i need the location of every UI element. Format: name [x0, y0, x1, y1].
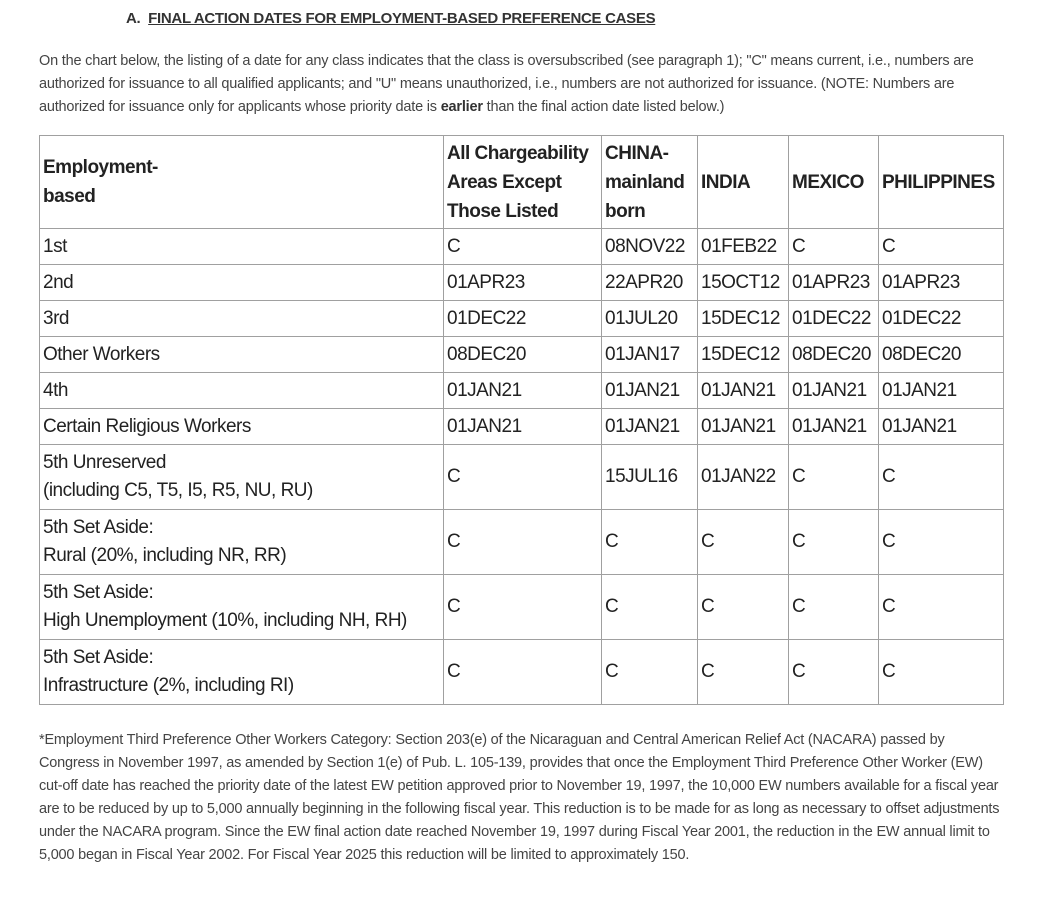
- cell-india: 01JAN21: [698, 409, 789, 445]
- cell-india: 01JAN21: [698, 373, 789, 409]
- cell-india: C: [698, 510, 789, 575]
- footnote-paragraph: *Employment Third Preference Other Workers Category: Section 203(e) of the Nicaraguan and Central American Relief Act (NACARA) passed by Congress in November 1997, as amended by Section 1(e) of Pub. L. 105-139, provides that once the Employment Third Preference Other Worker (EW) cut-off date has reached the priority date of the latest EW petition approved prior to November 19, 1997, the 10,000 EW numbers available for a fiscal year are to be reduced by up to 5,000 annually beginning in the following fiscal year. This reduction is to be made for as long as necessary to offset adjustments under the NACARA program. Since the EW final action date reached November 19, 1997 during Fiscal Year 2001, the reduction in the EW annual limit to 5,000 began in Fiscal Year 2002. For Fiscal Year 2025 this reduction will be limited to approximately 150.: [39, 732, 1000, 863]
- cell-all-areas: 08DEC20: [444, 337, 602, 373]
- cell-india: 15OCT12: [698, 265, 789, 301]
- cell-all-areas: C: [444, 229, 602, 265]
- cell-mexico: C: [789, 229, 879, 265]
- row-category-label: [40, 445, 444, 510]
- cell-china: 01JAN17: [602, 337, 698, 373]
- cell-all-areas: 01DEC22: [444, 301, 602, 337]
- table-row: [40, 337, 1004, 373]
- cell-mexico: C: [789, 575, 879, 640]
- cell-philippines: 01JAN21: [879, 409, 1004, 445]
- row-category-label: [40, 373, 444, 409]
- row-category-label: [40, 301, 444, 337]
- table-row: [40, 373, 1004, 409]
- row-category-label: [40, 575, 444, 640]
- cell-philippines: 01JAN21: [879, 373, 1004, 409]
- row-category-label-line: Other Workers: [43, 343, 160, 365]
- table-row: [40, 510, 1004, 575]
- cell-all-areas: 01APR23: [444, 265, 602, 301]
- cell-mexico: 01APR23: [789, 265, 879, 301]
- section-heading-prefix: A.: [126, 10, 141, 27]
- cell-philippines: C: [879, 510, 1004, 575]
- row-category-label-line: Infrastructure (2%, including RI): [43, 675, 294, 696]
- cell-china: 15JUL16: [602, 445, 698, 510]
- table-row: [40, 575, 1004, 640]
- row-category-label: [40, 409, 444, 445]
- final-action-dates-table: [39, 135, 1004, 705]
- cell-mexico: 01JAN21: [789, 409, 879, 445]
- cell-india: 15DEC12: [698, 337, 789, 373]
- cell-india: 01FEB22: [698, 229, 789, 265]
- row-category-label-line: 3rd: [43, 307, 69, 329]
- intro-paragraph: [39, 50, 999, 119]
- cell-all-areas: C: [444, 445, 602, 510]
- row-category-label-line: 5th Unreserved: [43, 452, 166, 473]
- table-row: [40, 640, 1004, 705]
- cell-india: C: [698, 575, 789, 640]
- cell-mexico: C: [789, 640, 879, 705]
- row-category-label-line: Certain Religious Workers: [43, 415, 251, 437]
- table-header-row: [40, 136, 1004, 229]
- row-category-label: [40, 510, 444, 575]
- row-category-label-line: 5th Set Aside:: [43, 517, 154, 538]
- section-heading: [126, 10, 655, 27]
- cell-mexico: 08DEC20: [789, 337, 879, 373]
- cell-philippines: 08DEC20: [879, 337, 1004, 373]
- cell-mexico: 01JAN21: [789, 373, 879, 409]
- row-category-label-line: 2nd: [43, 271, 74, 293]
- table-row: [40, 265, 1004, 301]
- header-mexico: MEXICO: [789, 136, 879, 229]
- cell-china: 22APR20: [602, 265, 698, 301]
- table-row: [40, 445, 1004, 510]
- cell-philippines: C: [879, 640, 1004, 705]
- cell-all-areas: 01JAN21: [444, 409, 602, 445]
- table-body: [40, 229, 1004, 705]
- row-category-label-line: High Unemployment (10%, including NH, RH): [43, 610, 407, 631]
- intro-suffix: than the final action date listed below.): [482, 99, 725, 115]
- cell-china: 01JUL20: [602, 301, 698, 337]
- row-category-label-line: 5th Set Aside:: [43, 582, 154, 603]
- row-category-label-line: (including C5, T5, I5, R5, NU, RU): [43, 480, 313, 501]
- row-category-label: [40, 229, 444, 265]
- table-row: [40, 229, 1004, 265]
- row-category-label-line: Rural (20%, including NR, RR): [43, 545, 287, 566]
- cell-india: 01JAN22: [698, 445, 789, 510]
- cell-china: 08NOV22: [602, 229, 698, 265]
- cell-india: 15DEC12: [698, 301, 789, 337]
- section-heading-title: FINAL ACTION DATES FOR EMPLOYMENT-BASED PREFERENCE CASES: [148, 10, 656, 27]
- header-all-chargeability: All Chargeability Areas Except Those Listed: [444, 136, 602, 229]
- row-category-label: [40, 640, 444, 705]
- cell-philippines: C: [879, 575, 1004, 640]
- intro-text: On the chart below, the listing of a date for any class indicates that the class is oversubscribed (see paragraph 1); "C" means current, i.e., numbers are authorized for issuance to all qualified applicants; and "U" means unauthorized, i.e., numbers are not authorized for issuance. (NOTE: Numbers are authorized for issuance only for applicants whose priority date is: [39, 53, 974, 115]
- table-row: [40, 301, 1004, 337]
- cell-all-areas: 01JAN21: [444, 373, 602, 409]
- intro-emphasis: earlier: [440, 99, 483, 115]
- cell-china: 01JAN21: [602, 373, 698, 409]
- cell-philippines: C: [879, 229, 1004, 265]
- header-employment-based: Employment- based: [40, 136, 444, 229]
- cell-mexico: C: [789, 445, 879, 510]
- cell-china: 01JAN21: [602, 409, 698, 445]
- cell-china: C: [602, 510, 698, 575]
- cell-philippines: 01APR23: [879, 265, 1004, 301]
- row-category-label-line: 1st: [43, 235, 67, 257]
- cell-mexico: C: [789, 510, 879, 575]
- cell-all-areas: C: [444, 640, 602, 705]
- row-category-label-line: 5th Set Aside:: [43, 647, 154, 668]
- header-india: INDIA: [698, 136, 789, 229]
- header-philippines: PHILIPPINES: [879, 136, 1004, 229]
- cell-philippines: 01DEC22: [879, 301, 1004, 337]
- cell-mexico: 01DEC22: [789, 301, 879, 337]
- row-category-label-line: 4th: [43, 379, 68, 401]
- header-china: CHINA- mainland born: [602, 136, 698, 229]
- table-row: [40, 409, 1004, 445]
- cell-china: C: [602, 575, 698, 640]
- cell-all-areas: C: [444, 575, 602, 640]
- cell-all-areas: C: [444, 510, 602, 575]
- row-category-label: [40, 337, 444, 373]
- cell-philippines: C: [879, 445, 1004, 510]
- cell-india: C: [698, 640, 789, 705]
- cell-china: C: [602, 640, 698, 705]
- row-category-label: [40, 265, 444, 301]
